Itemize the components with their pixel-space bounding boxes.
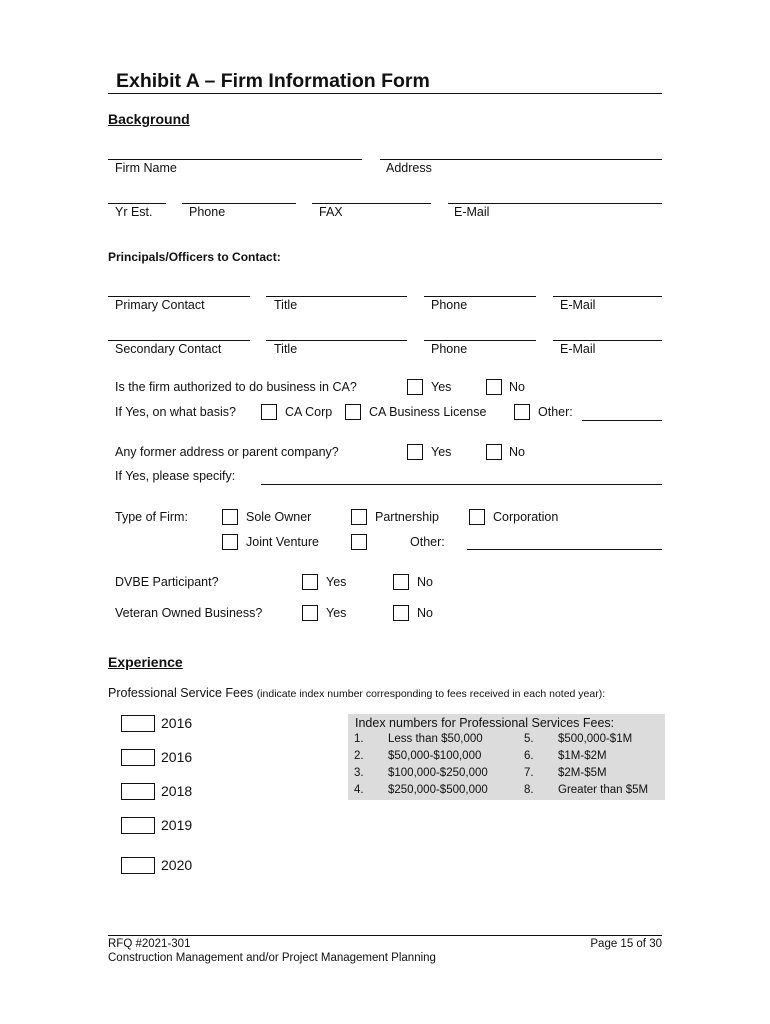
index-label: $1M-$2M [558, 750, 607, 762]
phone-field[interactable] [182, 203, 296, 204]
authorized-no-label: No [509, 380, 525, 394]
authorized-question: Is the firm authorized to do business in CA? [115, 380, 357, 394]
primary-title-field[interactable] [266, 296, 407, 297]
firm-other-label: Other: [410, 535, 445, 549]
year-label: 2016 [161, 749, 193, 765]
primary-contact-label: Primary Contact [115, 298, 205, 312]
authorized-yes-label: Yes [431, 380, 452, 394]
firm-name-label: Firm Name [115, 161, 177, 175]
fees-instructions [108, 686, 605, 700]
ca-business-license-label: CA Business License [369, 405, 487, 419]
sole-owner-label: Sole Owner [246, 510, 312, 524]
index-heading: Index numbers for Professional Services Fees: [355, 716, 615, 730]
index-label: Greater than $5M [558, 784, 649, 796]
former-no-checkbox[interactable] [486, 444, 502, 460]
firm-type-label: Type of Firm: [115, 510, 188, 524]
footer-rfq: RFQ #2021-301 [108, 938, 191, 950]
year-2020-input[interactable] [121, 857, 155, 874]
fees-label-note: (indicate index number corresponding to fees received in each noted year): [256, 688, 606, 700]
index-num: 2. [354, 750, 364, 762]
index-num: 1. [354, 733, 364, 745]
yr-est-field[interactable] [108, 203, 166, 204]
year-2016-b-input[interactable] [121, 749, 155, 766]
veteran-question: Veteran Owned Business? [115, 606, 263, 620]
fee-index-table [348, 714, 665, 800]
veteran-yes-label: Yes [326, 606, 347, 620]
year-2016-a-input[interactable] [121, 715, 155, 732]
year-label: 2020 [161, 857, 193, 873]
basis-other-checkbox[interactable] [514, 404, 530, 420]
primary-email-field[interactable] [553, 296, 662, 297]
secondary-phone-label: Phone [431, 342, 468, 356]
email-field[interactable] [448, 203, 662, 204]
index-num: 5. [524, 733, 534, 745]
former-no-label: No [509, 445, 525, 459]
firm-other-checkbox[interactable] [351, 534, 367, 550]
fees-label-main: Professional Service Fees [108, 686, 254, 700]
year-label: 2018 [161, 783, 193, 799]
secondary-title-label: Title [274, 342, 298, 356]
ca-corp-checkbox[interactable] [261, 404, 277, 420]
veteran-no-checkbox[interactable] [393, 605, 409, 621]
fax-field[interactable] [312, 203, 431, 204]
footer-page-number: Page 15 of 30 [590, 938, 662, 950]
year-2019-input[interactable] [121, 817, 155, 834]
title-rule [108, 93, 662, 94]
secondary-title-field[interactable] [266, 340, 407, 341]
dvbe-no-checkbox[interactable] [393, 574, 409, 590]
partnership-checkbox[interactable] [351, 509, 367, 525]
address-field[interactable] [380, 159, 662, 160]
specify-label: If Yes, please specify: [115, 469, 236, 483]
address-label: Address [386, 161, 432, 175]
index-label: Less than $50,000 [388, 733, 483, 745]
index-label: $250,000-$500,000 [388, 784, 488, 796]
former-question: Any former address or parent company? [115, 445, 339, 459]
primary-title-label: Title [274, 298, 298, 312]
experience-heading: Experience [108, 654, 183, 670]
veteran-no-label: No [417, 606, 433, 620]
dvbe-no-label: No [417, 575, 433, 589]
footer-project: Construction Management and/or Project Management Planning [108, 952, 436, 964]
corporation-checkbox[interactable] [469, 509, 485, 525]
index-num: 3. [354, 767, 364, 779]
corporation-label: Corporation [493, 510, 559, 524]
principals-heading: Principals/Officers to Contact: [108, 250, 281, 264]
year-2018-input[interactable] [121, 783, 155, 800]
index-label: $500,000-$1M [558, 733, 633, 745]
firm-name-field[interactable] [108, 159, 362, 160]
yr-est-label: Yr Est. [115, 205, 153, 219]
secondary-contact-label: Secondary Contact [115, 342, 222, 356]
veteran-yes-checkbox[interactable] [302, 605, 318, 621]
joint-venture-label: Joint Venture [246, 535, 319, 549]
email-label: E-Mail [454, 205, 490, 219]
ca-corp-label: CA Corp [285, 405, 333, 419]
index-num: 8. [524, 784, 534, 796]
index-num: 6. [524, 750, 534, 762]
primary-phone-field[interactable] [424, 296, 536, 297]
fax-label: FAX [319, 205, 343, 219]
year-label: 2016 [161, 715, 193, 731]
dvbe-question: DVBE Participant? [115, 575, 219, 589]
partnership-label: Partnership [375, 510, 439, 524]
footer-rule [108, 935, 662, 936]
primary-email-label: E-Mail [560, 298, 596, 312]
ca-business-license-checkbox[interactable] [345, 404, 361, 420]
index-label: $2M-$5M [558, 767, 607, 779]
secondary-email-label: E-Mail [560, 342, 596, 356]
basis-other-field[interactable] [582, 420, 662, 421]
index-num: 4. [354, 784, 364, 796]
firm-other-field[interactable] [467, 549, 662, 550]
background-heading: Background [108, 111, 190, 127]
joint-venture-checkbox[interactable] [222, 534, 238, 550]
index-num: 7. [524, 767, 534, 779]
basis-question: If Yes, on what basis? [115, 405, 236, 419]
secondary-phone-field[interactable] [424, 340, 536, 341]
year-label: 2019 [161, 817, 193, 833]
authorized-no-checkbox[interactable] [486, 379, 502, 395]
index-label: $50,000-$100,000 [388, 750, 482, 762]
dvbe-yes-checkbox[interactable] [302, 574, 318, 590]
basis-other-label: Other: [538, 405, 573, 419]
index-label: $100,000-$250,000 [388, 767, 488, 779]
phone-label: Phone [189, 205, 226, 219]
dvbe-yes-label: Yes [326, 575, 347, 589]
former-yes-checkbox[interactable] [407, 444, 423, 460]
sole-owner-checkbox[interactable] [222, 509, 238, 525]
page-title: Exhibit A – Firm Information Form [116, 70, 430, 92]
secondary-email-field[interactable] [553, 340, 662, 341]
primary-contact-field[interactable] [108, 296, 250, 297]
primary-phone-label: Phone [431, 298, 468, 312]
secondary-contact-field[interactable] [108, 340, 250, 341]
specify-field[interactable] [261, 484, 662, 485]
authorized-yes-checkbox[interactable] [407, 379, 423, 395]
former-yes-label: Yes [431, 445, 452, 459]
